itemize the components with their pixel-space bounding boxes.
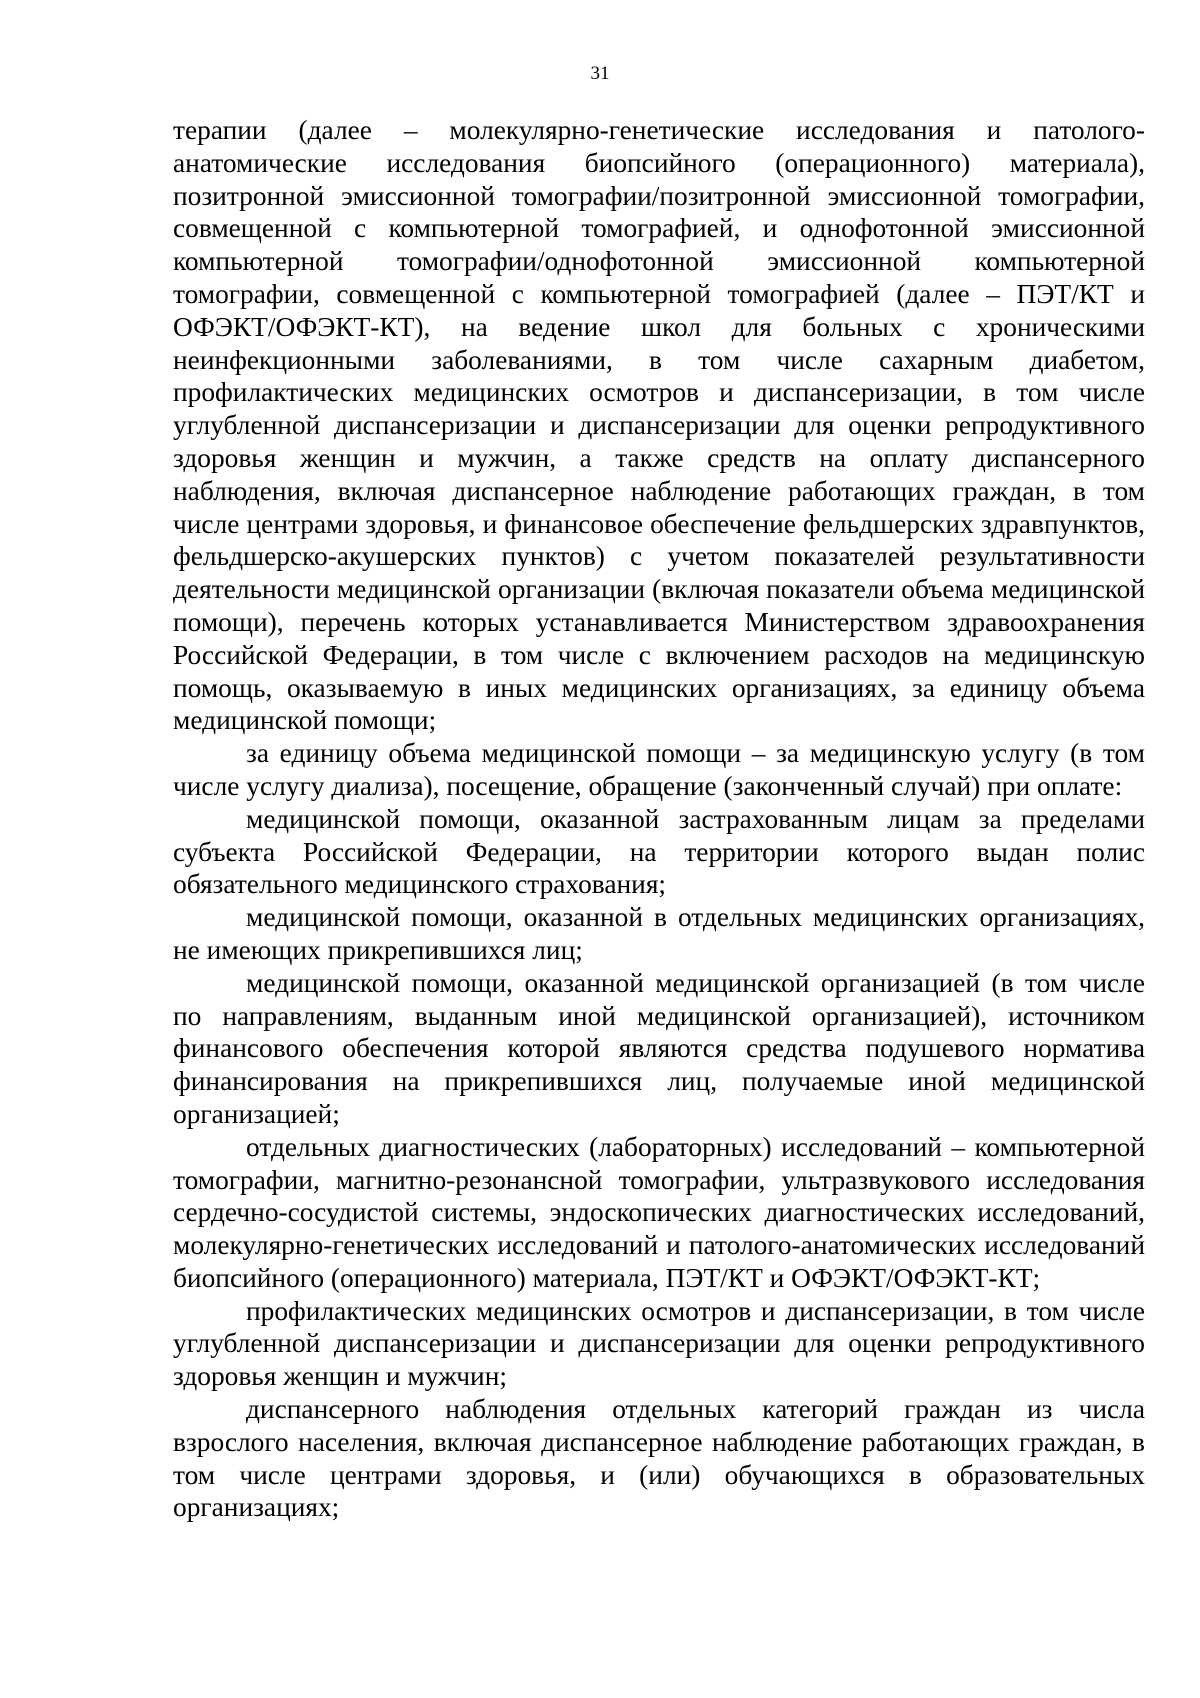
page-number: 31: [590, 63, 610, 84]
paragraph-5: медицинской помощи, оказанной медицинской организацией (в том числе по направлениям, выданным иной медицинской организацией), источником финансового обеспечения которой являются средства подушевого норматива финансирования на прикрепившихся лиц, получаемые иной медицинской организацией;: [173, 967, 1145, 1129]
document-body: [173, 114, 1145, 1524]
paragraph-1: терапии (далее – молекулярно-генетические исследования и патолого-анатомические исследования биопсийного (операционного) материала), позитронной эмиссионной томографии/позитронной эмиссионной томографии, совмещенной с компьютерной томографией, и однофотонной эмиссионной компьютерной томографии/однофотонной эмиссионной компьютерной томографии, совмещенной с компьютерной томографией (далее – ПЭТ/КТ и ОФЭКТ/ОФЭКТ-КТ), на ведение школ для больных с хроническими неинфекционными заболеваниями, в том числе сахарным диабетом, профилактических медицинских осмотров и диспансеризации, в том числе углубленной диспансеризации и диспансеризации для оценки репродуктивного здоровья женщин и мужчин, а также средств на оплату диспансерного наблюдения, включая диспансерное наблюдение работающих граждан, в том числе центрами здоровья, и финансовое обеспечение фельдшерских здравпунктов, фельдшерско-акушерских пунктов) с учетом показателей результативности деятельности медицинской организации (включая показатели объема медицинской помощи), перечень которых устанавливается Министерством здравоохранения Российской Федерации, в том числе с включением расходов на медицинскую помощь, оказываемую в иных медицинских организациях, за единицу объема медицинской помощи;: [173, 115, 1145, 736]
paragraph-8: диспансерного наблюдения отдельных категорий граждан из числа взрослого населения, включая диспансерное наблюдение работающих граждан, в том числе центрами здоровья, и (или) обучающихся в образовательных организациях;: [173, 1394, 1145, 1523]
paragraph-2: за единицу объема медицинской помощи – за медицинскую услугу (в том числе услугу диализа), посещение, обращение (законченный случай) при оплате:: [173, 738, 1145, 801]
paragraph-4: медицинской помощи, оказанной в отдельных медицинских организациях, не имеющих прикрепившихся лиц;: [173, 902, 1145, 965]
paragraph-3: медицинской помощи, оказанной застрахованным лицам за пределами субъекта Российской Федерации, на территории которого выдан полис обязательного медицинского страхования;: [173, 803, 1145, 900]
paragraph-6: отдельных диагностических (лабораторных) исследований – компьютерной томографии, магнитно-резонансной томографии, ультразвукового исследования сердечно-сосудистой системы, эндоскопических диагностических исследований, молекулярно-генетических исследований и патолого-анатомических исследований биопсийного (операционного) материала, ПЭТ/КТ и ОФЭКТ/ОФЭКТ-КТ;: [173, 1131, 1145, 1293]
paragraph-7: профилактических медицинских осмотров и диспансеризации, в том числе углубленной диспансеризации и диспансеризации для оценки репродуктивного здоровья женщин и мужчин;: [173, 1295, 1145, 1392]
